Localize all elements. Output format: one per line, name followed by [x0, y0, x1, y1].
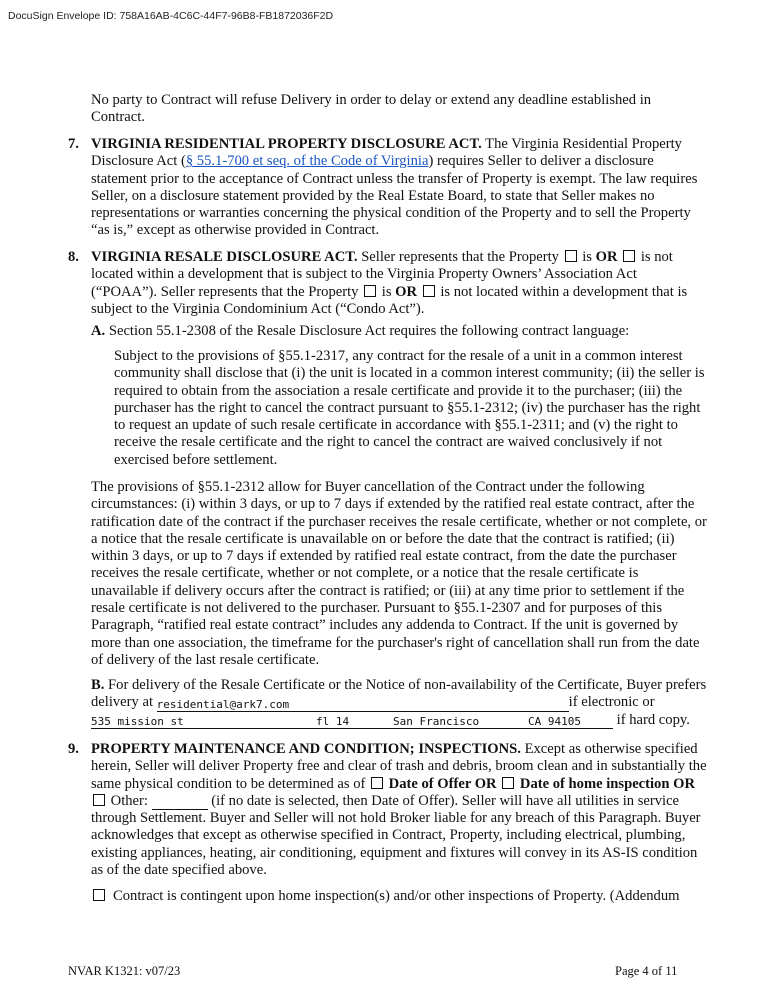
other-date-checkbox[interactable] [93, 794, 105, 806]
section-number: 8. [68, 249, 79, 265]
condo-is-checkbox[interactable] [364, 285, 376, 297]
delivery-address-field[interactable] [91, 713, 613, 729]
subsection-a [91, 323, 711, 340]
form-id: NVAR K1321: v07/23 [68, 964, 181, 978]
page-number: Page 4 of 11 [615, 964, 678, 978]
city: San Francisco [393, 714, 480, 728]
section-7 [68, 136, 711, 240]
poaa-is-checkbox[interactable] [565, 250, 577, 262]
section-8 [68, 249, 706, 318]
text: if electronic or [568, 694, 655, 711]
option-label: Date of Offer OR [385, 775, 501, 792]
text: is [378, 283, 396, 300]
text: is not located within a development that is subject to the Virginia Condominium Act (“Condo Act”). [91, 283, 688, 317]
text: For delivery of the Resale Certificate or the Notice of non-availability of the Certificate, Buyer prefers delivery at [91, 677, 707, 711]
subsection-label: A. [91, 323, 106, 339]
section-9 [68, 741, 709, 879]
poaa-is-not-checkbox[interactable] [623, 250, 635, 262]
text: (if no date is selected, then Date of Offer). Seller will have all utilities in service through Settlement. Buyer and Seller will not hold Broker liable for any breach of this Paragraph. Buyer acknowledges that except as otherwise specified in Contract, Property, including electrical, plumbing, existing appliances, heating, air conditioning, equipment and fixtures will convey in its AS-IS condition as of the date specified above. [91, 792, 701, 879]
date-of-offer-checkbox[interactable] [371, 777, 383, 789]
text: is [578, 249, 596, 265]
street: 535 mission st [91, 714, 184, 728]
section-title: VIRGINIA RESIDENTIAL PROPERTY DISCLOSURE ACT. [91, 136, 482, 152]
text: ) requires Seller to deliver a disclosure statement prior to the acceptance of Contract unless the transfer of Property is exempt. The law requires Seller, on a disclosure statement provided by the Real Estate Board, to state that Seller makes no representations or warranties concerning the physical condition of the Property and to sell the Property “as is,” except as otherwise provided in Contract. [91, 153, 698, 239]
or-label: OR [595, 249, 618, 265]
statutory-quote: Subject to the provisions of §55.1-2317, any contract for the resale of a unit in a common interest community shall disclose that (i) the unit is located in a common interest community; (ii) the seller is required to obtain from the association a resale certificate and provide it to the purchaser; (iii) the purchaser has the right to cancel the contract pursuant to §55.1-2312; (iv) the purchaser has the right to request an update of such resale certificate in accordance with §55.1-2311; and (v) the right to receive the resale certificate and the right to cancel the contract are waived conclusively if not exercised before settlement. [114, 348, 705, 468]
option-label: Date of home inspection OR [516, 775, 696, 792]
state-zip: CA 94105 [528, 714, 581, 728]
text: if hard copy. [613, 711, 690, 728]
text: Other: [107, 792, 152, 809]
provisions-paragraph: The provisions of §55.1-2312 allow for Buyer cancellation of the Contract under the following circumstances: (i) within 3 days, or up to 7 days if extended by the ratified real estate contract, after the ratification date of the contract if the purchaser receives the resale certificate, whether or not complete, or a notice that the resale certificate is unavailable on or before the date that the contract is ratified; (ii) within 3 days, or up to 7 days if extended by ratified real estate contract, from the date the purchaser receives the resale certificate, whether or not complete, or a notice that the resale certificate is unavailable if delivery occurs after the contract is ratified; or (iii) at any time prior to settlement if the resale certificate is not delivered to the purchaser. Pursuant to §55.1-2307 and for purposes of this Paragraph, “ratified real estate contract” includes any addenda to Contract. If the unit is governed by more than one association, the timeframe for the purchaser's right of cancellation shall run from the date of delivery of the last resale certificate. [91, 479, 707, 668]
unit: fl 14 [316, 714, 350, 728]
envelope-id: DocuSign Envelope ID: 758A16AB-4C6C-44F7-96B8-FB1872036F2D [8, 10, 334, 22]
section-title: PROPERTY MAINTENANCE AND CONDITION; INSPECTIONS. [91, 741, 521, 757]
text: is not located within a development that is subject to the Virginia Property Owners’ Association Act (“POAA”). Seller represents that the Property [91, 249, 673, 300]
code-link[interactable]: § 55.1-700 et seq. of the Code of Virginia [185, 153, 429, 170]
inspection-contingency [91, 888, 716, 905]
text: Seller represents that the Property [357, 249, 563, 265]
text: Section 55.1-2308 of the Resale Disclosure Act requires the following contract language: [108, 323, 630, 339]
or-label: OR [395, 283, 418, 300]
text: Contract is contingent upon home inspection(s) and/or other inspections of Property. (Addendum [113, 888, 680, 904]
date-of-inspection-checkbox[interactable] [502, 777, 514, 789]
intro-paragraph: No party to Contract will refuse Delivery in order to delay or extend any deadline established in Contract. [91, 92, 652, 126]
inspection-contingency-checkbox[interactable] [93, 889, 105, 901]
subsection-b [91, 677, 711, 729]
other-date-field[interactable] [152, 794, 208, 810]
subsection-label: B. [91, 677, 105, 693]
condo-is-not-checkbox[interactable] [423, 285, 435, 297]
section-number: 9. [68, 741, 79, 757]
section-number: 7. [68, 136, 79, 152]
text: The Virginia Residential Property Disclosure Act ( [91, 136, 682, 170]
text: Except as otherwise specified herein, Seller will deliver Property free and clear of trash and debris, broom clean and in substantially the same physical condition to be determined as of [91, 741, 707, 792]
delivery-email-field[interactable]: residential@ark7.com [157, 696, 569, 712]
section-title: VIRGINIA RESALE DISCLOSURE ACT. [91, 249, 358, 265]
